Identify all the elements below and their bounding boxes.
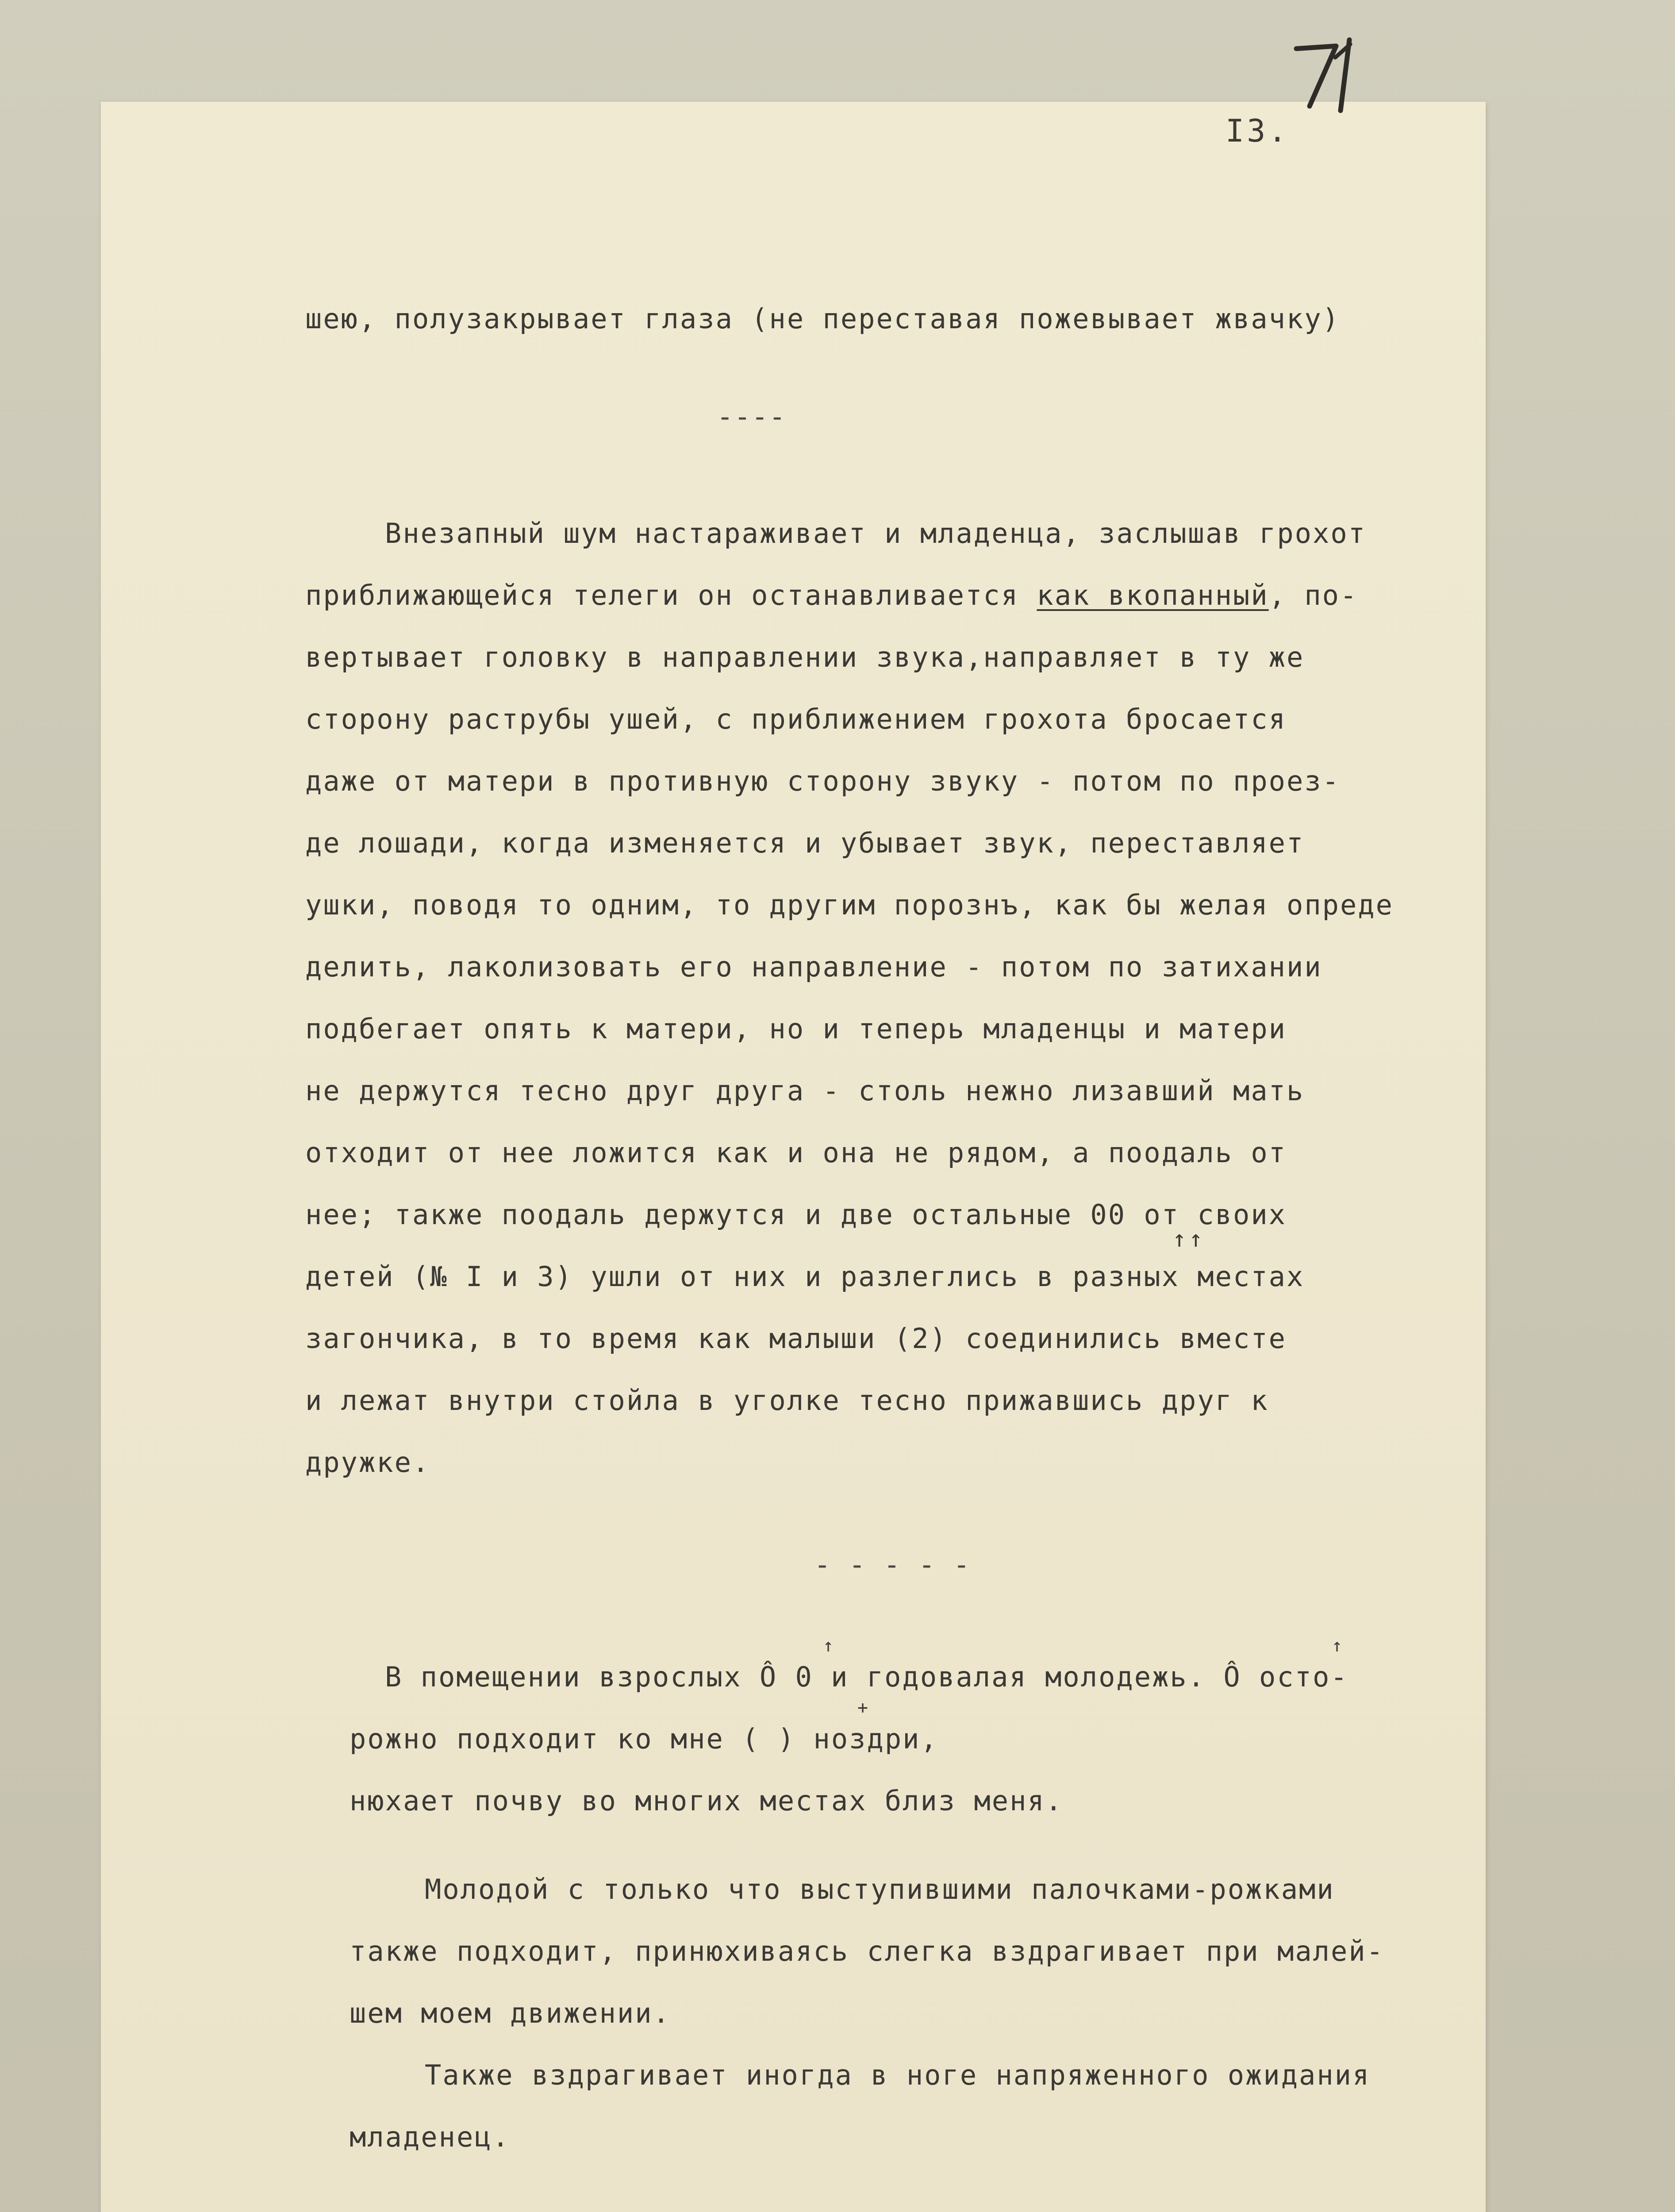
text-line: ушки, поводя то одним, то другим порознъ, как бы желая опреде — [305, 889, 1394, 921]
text-line: вертывает головку в направлении звука,направляет в ту же — [305, 641, 1305, 673]
text-line: шею, полузакрывает глаза (не переставая пожевывает жвачку) — [305, 303, 1340, 335]
male-symbol-mark: ↑ — [1332, 1636, 1343, 1656]
text-line: Внезапный шум настараживает и младенца, заслышав грохот — [385, 517, 1366, 549]
text-line: нюхает почву во многих местах близ меня. — [350, 1785, 1064, 1817]
text-line: детей (№ I и 3) ушли от них и разлеглись в разных местах — [305, 1260, 1305, 1293]
underlined-phrase: как вкопанный — [1037, 579, 1269, 611]
text-line: В помещении взрослых Ô 0 и годовалая молодежь. Ô осто- — [385, 1661, 1348, 1693]
page-number: I3. — [1226, 113, 1290, 149]
male-symbol-arrows: ↑↑ — [1172, 1226, 1206, 1252]
text-line: делить, лаколизовать его направление - потом по затихании — [305, 951, 1322, 983]
text-line: нее; также поодаль держутся и две остальные 00 от своих — [305, 1198, 1287, 1231]
text-line: младенец. — [350, 2121, 510, 2153]
text-line: де лошади, когда изменяется и убывает звук, переставляет — [305, 827, 1305, 859]
text-line: дружке. — [305, 1446, 430, 1479]
text-line: рожно подходит ко мне ( ) ноздри, — [350, 1723, 938, 1755]
separator: - - - - - — [814, 1548, 971, 1581]
text-line: Молодой с только что выступившими палочками-рожками — [425, 1873, 1335, 1905]
text-line: Также вздрагивает иногда в ноге напряженного ожидания — [425, 2059, 1371, 2091]
text-line: и лежат внутри стойла в уголке тесно прижавшись друг к — [305, 1384, 1269, 1417]
text-line: даже от матери в противную сторону звуку - потом по проез- — [305, 765, 1340, 797]
male-symbol-mark: ↑ — [823, 1636, 834, 1656]
text-line: подбегает опять к матери, но и теперь младенцы и матери — [305, 1013, 1287, 1045]
archive-folio-number — [1283, 31, 1372, 115]
female-symbol-mark: + — [857, 1697, 868, 1718]
text-line: шем моем движении. — [350, 1997, 671, 2029]
text-line: отходит от нее ложится как и она не рядом, а поодаль от — [305, 1137, 1287, 1169]
text-line: загончика, в то время как малыши (2) соединились вместе — [305, 1322, 1287, 1355]
text-line: также подходит, принюхиваясь слегка вздрагивает при малей- — [350, 1935, 1384, 1967]
text-line: не держутся тесно друг друга - столь нежно лизавший мать — [305, 1075, 1305, 1107]
text-line: сторону раструбы ушей, с приближением грохота бросается — [305, 703, 1287, 735]
text-line: приближающейся телеги он останавливается как вкопанный, по- — [305, 579, 1358, 611]
separator: ---- — [717, 400, 787, 433]
